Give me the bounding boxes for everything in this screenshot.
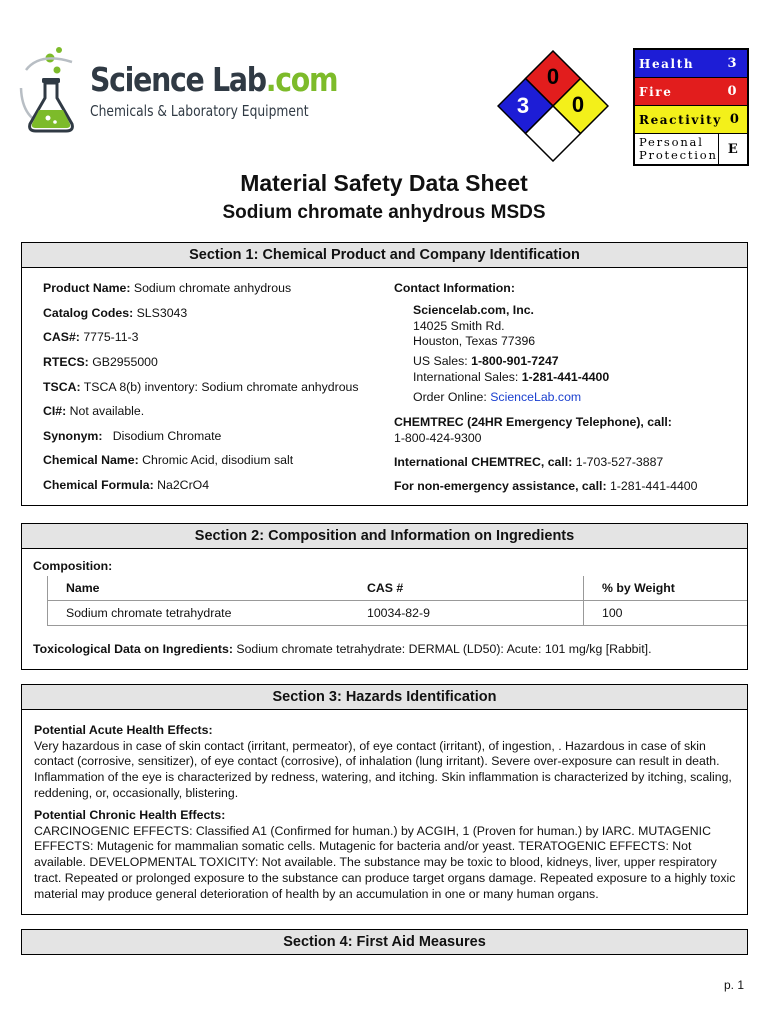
paragraph-heading: Potential Chronic Health Effects: <box>34 808 226 822</box>
contact-order-online <box>413 390 581 406</box>
table-cell: 100 <box>584 601 748 626</box>
toxicological-data <box>33 642 652 656</box>
hazard-row-reactivity <box>635 106 747 134</box>
contact-us-sales <box>413 354 559 370</box>
hazard-label <box>635 134 718 164</box>
contact-label: International CHEMTREC, call: <box>394 455 573 469</box>
field-label: Synonym: <box>43 429 103 443</box>
contact-label: CHEMTREC (24HR Emergency Telephone), call: <box>394 415 672 429</box>
contact-label: Order Online: <box>413 390 487 404</box>
field-label: CAS#: <box>43 330 80 344</box>
composition-label-text: Composition: <box>33 559 113 573</box>
section-2 <box>21 523 748 670</box>
paragraph-text: Very hazardous in case of skin contact (irritant, permeator), of eye contact (irritant), of ingestion, . Hazardous in case of skin contact (corrosive, sensitizer), of eye contact (corrosive), of inhalation (lung irritant). Severe over-exposure can result in death. Inflammation of the eye is characterized by redness, watering, and itching. Skin inflammation is characterized by itching, scaling, reddening, or, occasionally, blistering. <box>34 738 732 800</box>
section-heading: Section 1: Chemical Product and Company Identification <box>22 243 747 268</box>
hazard-value: 3 <box>727 56 737 71</box>
field-value: Chromic Acid, disodium salt <box>142 453 294 467</box>
hazard-row-fire <box>635 78 747 106</box>
contact-label: US Sales: <box>413 354 468 368</box>
hazard-row-personal-protection <box>635 134 747 164</box>
hazard-value: 0 <box>727 84 737 99</box>
order-online-link[interactable]: ScienceLab.com <box>490 390 582 404</box>
chronic-health-effects <box>34 808 739 902</box>
hazard-label-line: Protection <box>639 148 718 162</box>
field-value: SLS3043 <box>136 306 188 320</box>
acute-health-effects <box>34 723 739 802</box>
nfpa-reactivity-value: 0 <box>571 92 585 117</box>
contact-company <box>413 303 534 319</box>
field-value: GB2955000 <box>92 355 158 369</box>
brand-tagline: Chemicals & Laboratory Equipment <box>90 102 309 120</box>
contact-phone: 1-281-441-4400 <box>521 370 610 384</box>
field-label: Chemical Formula: <box>43 478 154 492</box>
flask-icon <box>18 44 88 140</box>
section-heading: Section 4: First Aid Measures <box>22 930 747 954</box>
contact-label: For non-emergency assistance, call: <box>394 479 607 493</box>
contact-heading <box>394 281 515 297</box>
sciencelab-logo <box>18 44 338 140</box>
hazard-label: Fire <box>639 84 673 99</box>
field-chemical-name <box>43 453 293 469</box>
brand-name <box>90 60 337 99</box>
contact-heading-text: Contact Information: <box>394 281 515 295</box>
field-label: Chemical Name: <box>43 453 139 467</box>
field-rtecs <box>43 355 158 371</box>
table-header: % by Weight <box>584 576 748 601</box>
table-header-row <box>48 576 748 601</box>
document-subtitle: Sodium chromate anhydrous MSDS <box>222 202 546 223</box>
hazard-label: Reactivity <box>639 112 722 127</box>
tox-label: Toxicological Data on Ingredients: <box>33 642 233 656</box>
hazard-value: E <box>718 134 747 164</box>
contact-chemtrec-phone: 1-800-424-9300 <box>394 431 482 445</box>
section-heading: Section 3: Hazards Identification <box>22 685 747 710</box>
field-label: RTECS: <box>43 355 89 369</box>
contact-address-line2: Houston, Texas 77396 <box>413 334 536 348</box>
contact-intl-chemtrec <box>394 455 663 471</box>
contact-company-text: Sciencelab.com, Inc. <box>413 303 534 317</box>
field-value: Disodium Chromate <box>112 429 222 443</box>
contact-address-line1: 14025 Smith Rd. <box>413 319 505 333</box>
field-cas <box>43 330 138 346</box>
hazard-value: 0 <box>729 112 739 127</box>
field-synonym <box>43 429 221 445</box>
field-value: TSCA 8(b) inventory: Sodium chromate anhydrous <box>83 380 359 394</box>
field-label: Product Name: <box>43 281 131 295</box>
contact-chemtrec-label <box>394 415 672 431</box>
table-cell: Sodium chromate tetrahydrate <box>48 601 350 626</box>
section-3 <box>21 684 748 915</box>
nfpa-diamond <box>497 50 609 162</box>
field-value: Not available. <box>69 404 145 418</box>
table-row <box>48 601 748 626</box>
brand-suffix: .com <box>265 60 338 99</box>
field-value: 7775-11-3 <box>83 330 139 344</box>
document-title: Material Safety Data Sheet <box>240 170 528 196</box>
field-product-name <box>43 281 291 297</box>
contact-phone: 1-800-901-7247 <box>471 354 559 368</box>
section-1 <box>21 242 748 506</box>
nfpa-fire-value: 0 <box>546 64 560 89</box>
brand-main: Science Lab <box>90 60 266 99</box>
table-cell: 10034-82-9 <box>349 601 584 626</box>
contact-nonemergency <box>394 479 697 495</box>
hazard-row-health <box>635 50 747 78</box>
field-value: Sodium chromate anhydrous <box>133 281 292 295</box>
tox-text: Sodium chromate tetrahydrate: DERMAL (LD50): Acute: 101 mg/kg [Rabbit]. <box>236 642 652 656</box>
section-heading: Section 2: Composition and Information on Ingredients <box>22 524 747 549</box>
field-tsca <box>43 380 359 396</box>
field-value: Na2CrO4 <box>157 478 210 492</box>
paragraph-text: CARCINOGENIC EFFECTS: Classified A1 (Confirmed for human.) by ACGIH, 1 (Proven for human.) by IARC. MUTAGENIC EFFECTS: Mutagenic for mammalian somatic cells. Mutagenic for bacteria and/or yeast. TERATOGENIC EFFECTS: Not available. DEVELOPMENTAL TOXICITY: Not available. The substance may be toxic to blood, kidneys, liver, upper respiratory tract. Repeated or prolonged exposure to the substance can produce target organs damage. Repeated exposure to a highly toxic material may produce general deterioration of health by an accumulation in one or many human organs. <box>34 823 736 901</box>
nfpa-health-value: 3 <box>516 93 530 118</box>
field-label: Catalog Codes: <box>43 306 134 320</box>
hazard-label-line: Personal <box>639 135 704 149</box>
section-4 <box>21 929 748 955</box>
page-number: p. 1 <box>723 978 744 992</box>
contact-label: International Sales: <box>413 370 519 384</box>
field-label: TSCA: <box>43 380 81 394</box>
table-header: CAS # <box>367 581 404 595</box>
contact-intl-sales <box>413 370 609 386</box>
contact-phone: 1-703-527-3887 <box>575 455 664 469</box>
field-catalog-codes <box>43 306 187 322</box>
field-chemical-formula <box>43 478 209 494</box>
hazard-label: Health <box>639 56 695 71</box>
composition-table <box>47 576 747 626</box>
paragraph-heading: Potential Acute Health Effects: <box>34 723 213 737</box>
field-ci <box>43 404 144 420</box>
composition-label <box>33 559 112 573</box>
contact-phone: 1-281-441-4400 <box>609 479 698 493</box>
field-label: CI#: <box>43 404 67 418</box>
table-header: Name <box>48 576 350 601</box>
hazard-rating-table <box>633 48 749 166</box>
